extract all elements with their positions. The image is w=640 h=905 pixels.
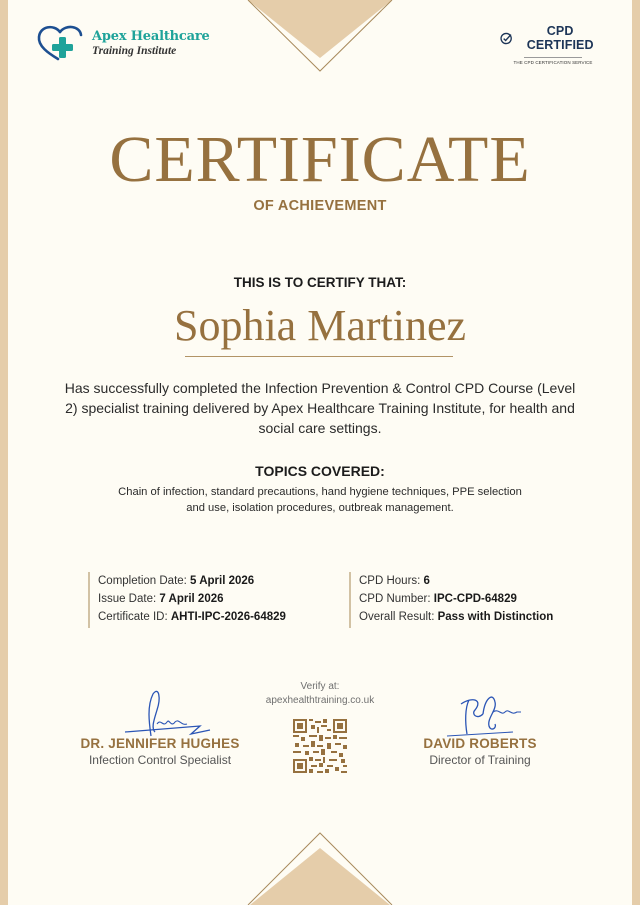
detail-label: CPD Hours:	[359, 575, 424, 587]
details-right-column	[349, 572, 553, 628]
signatory-role: Director of Training	[429, 753, 531, 767]
cpd-divider	[524, 57, 582, 58]
cpd-subtext: THE CPD CERTIFICATION SERVICE	[513, 60, 593, 65]
heart-cross-icon	[36, 24, 88, 62]
verify-url[interactable]: apexhealthtraining.co.uk	[265, 695, 375, 706]
certificate-id-row	[98, 608, 286, 626]
check-circle-icon	[500, 32, 512, 45]
detail-label: Certificate ID:	[98, 611, 171, 623]
cpd-number-value: IPC-CPD-64829	[433, 593, 517, 605]
signatory-left	[70, 688, 250, 767]
verification-block	[250, 680, 390, 708]
cpd-number-row	[359, 590, 553, 608]
verify-label: Verify at:	[300, 681, 340, 692]
certificate-id-value: AHTI-IPC-2026-64829	[170, 611, 286, 623]
bottom-chevron-ornament	[0, 825, 640, 905]
signatory-right	[390, 688, 570, 767]
overall-result-value: Pass with Distinction	[437, 611, 554, 623]
detail-label: Completion Date:	[98, 575, 191, 587]
cpd-badge-label: CPD CERTIFIED	[526, 24, 594, 52]
detail-label: Issue Date:	[98, 593, 160, 605]
qr-code-icon[interactable]	[293, 719, 347, 773]
issuer-tagline: Training Institute	[92, 44, 177, 57]
completion-date-row	[98, 572, 286, 590]
cpd-hours-value: 6	[423, 575, 430, 587]
detail-label: Overall Result:	[359, 611, 438, 623]
signature-icon	[105, 688, 215, 740]
certificate-title: CERTIFICATE	[109, 123, 531, 196]
signatory-name: DR. JENNIFER HUGHES	[80, 736, 240, 751]
signature-icon	[425, 688, 535, 740]
certify-statement: THIS IS TO CERTIFY THAT:	[233, 275, 407, 290]
topics-heading: TOPICS COVERED:	[255, 463, 385, 479]
name-underline	[185, 356, 453, 357]
signatory-name: DAVID ROBERTS	[423, 736, 537, 751]
topics-list: Chain of infection, standard precautions, hand hygiene techniques, PPE selection and use, isolation procedures, outbreak management.	[118, 486, 522, 514]
overall-result-row	[359, 608, 553, 626]
issue-date-row	[98, 590, 286, 608]
issuer-name: Apex Healthcare	[92, 28, 210, 44]
certificate-subtitle: OF ACHIEVEMENT	[253, 198, 387, 214]
completion-description: Has successfully completed the Infection Prevention & Control CPD Course (Level 2) specialist training delivered by Apex Healthcare Training Institute, for health and social care settings.	[64, 380, 576, 436]
signatory-role: Infection Control Specialist	[88, 753, 232, 767]
detail-label: CPD Number:	[359, 593, 434, 605]
recipient-name: Sophia Martinez	[173, 301, 467, 350]
issuer-logo	[36, 24, 210, 62]
completion-date-value: 5 April 2026	[190, 575, 255, 587]
cpd-hours-row	[359, 572, 553, 590]
details-left-column	[88, 572, 286, 628]
issue-date-value: 7 April 2026	[159, 593, 224, 605]
cpd-certified-badge	[500, 24, 606, 66]
